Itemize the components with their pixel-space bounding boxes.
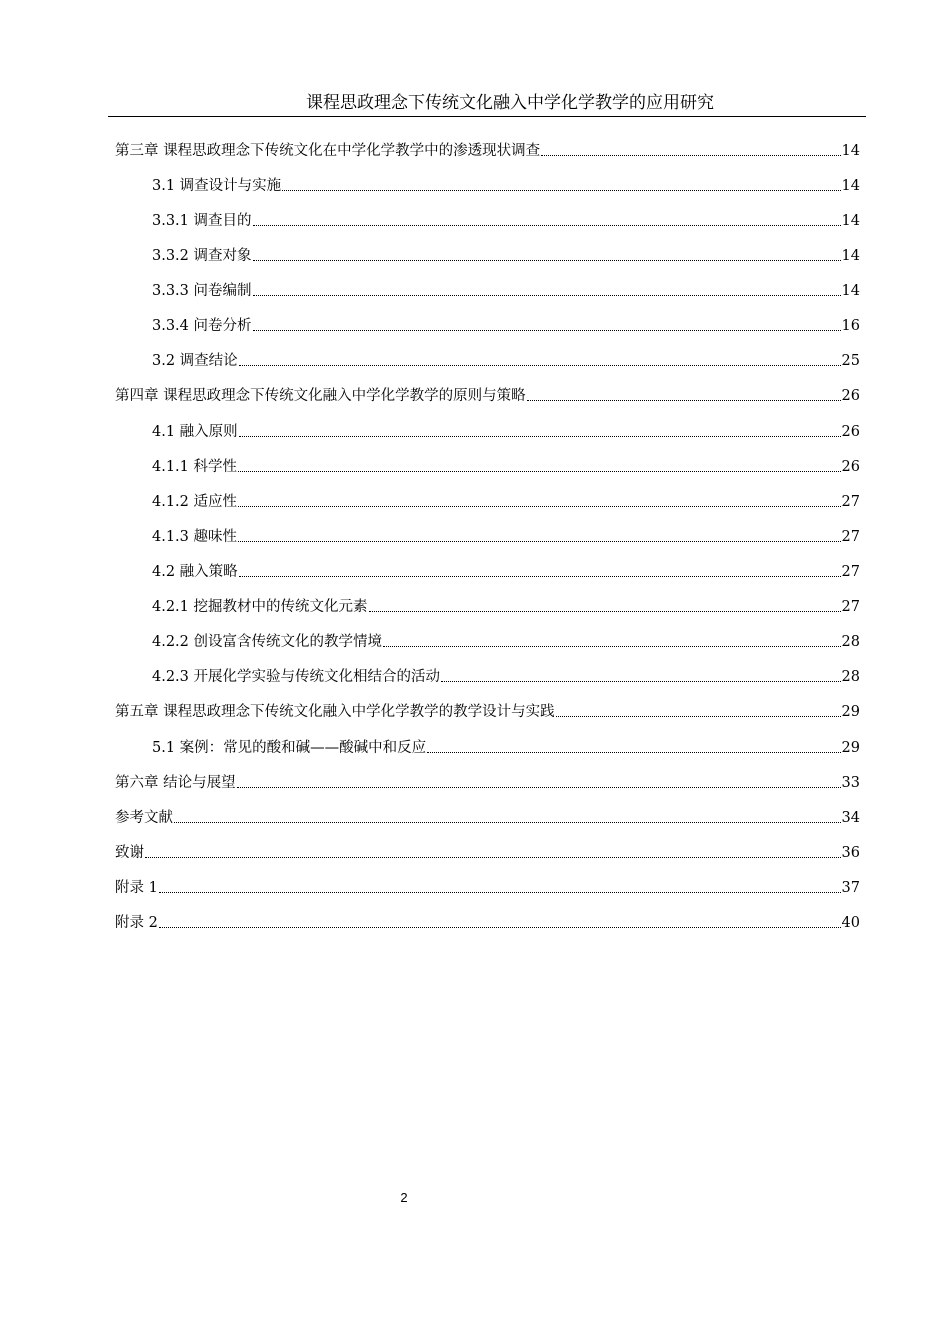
toc-entry-label: 4.2 融入策略 bbox=[152, 564, 238, 580]
toc-entry-page: 37 bbox=[841, 880, 860, 896]
dot-leader bbox=[253, 225, 841, 226]
toc-entry-label: 附录 2 bbox=[115, 915, 158, 931]
toc-entry-page: 14 bbox=[841, 213, 860, 229]
toc-entry-page: 14 bbox=[841, 178, 860, 194]
toc-entry-4-1-3[interactable] bbox=[152, 524, 860, 546]
dot-leader bbox=[238, 541, 841, 542]
dot-leader bbox=[427, 752, 840, 753]
dot-leader bbox=[369, 611, 841, 612]
toc-entry-page: 29 bbox=[841, 704, 860, 720]
toc-entry-page: 25 bbox=[841, 353, 860, 369]
toc-entry-page: 26 bbox=[841, 459, 860, 475]
toc-entry-3-3-4[interactable] bbox=[152, 313, 860, 335]
toc-entry-page: 16 bbox=[841, 318, 860, 334]
toc-entry-label: 4.1.2 适应性 bbox=[152, 494, 238, 510]
dot-leader bbox=[159, 927, 841, 928]
toc-entry-label: 3.3.3 问卷编制 bbox=[152, 283, 252, 299]
toc-entry-4-2[interactable] bbox=[152, 559, 860, 581]
toc-entry-label: 3.3.1 调查目的 bbox=[152, 213, 252, 229]
toc-entry-label: 5.1 案例：常见的酸和碱——酸碱中和反应 bbox=[152, 740, 427, 756]
toc-entry-page: 40 bbox=[841, 915, 860, 931]
toc-entry-4-1[interactable] bbox=[152, 419, 860, 441]
toc-entry-4-2-1[interactable] bbox=[152, 594, 860, 616]
toc-entry-page: 28 bbox=[841, 669, 860, 685]
toc-entry-label: 4.1.1 科学性 bbox=[152, 459, 238, 475]
dot-leader bbox=[383, 646, 841, 647]
toc-entry-4-2-2[interactable] bbox=[152, 629, 860, 651]
dot-leader bbox=[159, 892, 841, 893]
toc-entry-label: 3.1 调查设计与实施 bbox=[152, 178, 282, 194]
dot-leader bbox=[238, 506, 841, 507]
toc-entry-chapter-4[interactable] bbox=[115, 383, 860, 405]
toc-entry-page: 27 bbox=[841, 529, 860, 545]
dot-leader bbox=[527, 400, 841, 401]
toc-entry-label: 4.1 融入原则 bbox=[152, 424, 238, 440]
toc-entry-label: 3.3.2 调查对象 bbox=[152, 248, 252, 264]
toc-entry-3-3-3[interactable] bbox=[152, 278, 860, 300]
toc-entry-page: 28 bbox=[841, 634, 860, 650]
dot-leader bbox=[239, 365, 841, 366]
toc-entry-label: 4.2.3 开展化学实验与传统文化相结合的活动 bbox=[152, 669, 441, 685]
toc-entry-page: 26 bbox=[841, 424, 860, 440]
dot-leader bbox=[253, 295, 841, 296]
toc-entry-page: 27 bbox=[841, 494, 860, 510]
toc-entry-4-1-1[interactable] bbox=[152, 454, 860, 476]
toc-entry-page: 14 bbox=[841, 143, 860, 159]
dot-leader bbox=[253, 330, 841, 331]
toc-entry-page: 26 bbox=[841, 388, 860, 404]
toc-entry-3-2[interactable] bbox=[152, 348, 860, 370]
toc-entry-label: 第六章 结论与展望 bbox=[115, 775, 236, 791]
toc-entry-label: 第四章 课程思政理念下传统文化融入中学化学教学的原则与策略 bbox=[115, 388, 526, 404]
dot-leader bbox=[239, 436, 841, 437]
toc-entry-3-3-2[interactable] bbox=[152, 243, 860, 265]
dot-leader bbox=[174, 822, 841, 823]
dot-leader bbox=[145, 857, 841, 858]
toc-entry-chapter-3[interactable] bbox=[115, 138, 860, 160]
page-number: 2 bbox=[400, 1190, 408, 1205]
toc-entry-chapter-5[interactable] bbox=[115, 699, 860, 721]
document-title: 课程思政理念下传统文化融入中学化学教学的应用研究 bbox=[306, 93, 714, 113]
dot-leader bbox=[237, 787, 841, 788]
toc-entry-chapter-6[interactable] bbox=[115, 770, 860, 792]
toc-entry-page: 29 bbox=[841, 740, 860, 756]
toc-entry-page: 14 bbox=[841, 248, 860, 264]
toc-entry-references[interactable] bbox=[115, 805, 860, 827]
toc-entry-4-2-3[interactable] bbox=[152, 664, 860, 686]
running-header bbox=[108, 92, 866, 117]
toc-entry-5-1[interactable] bbox=[152, 735, 860, 757]
dot-leader bbox=[253, 260, 841, 261]
toc-entry-label: 第五章 课程思政理念下传统文化融入中学化学教学的教学设计与实践 bbox=[115, 704, 555, 720]
toc-entry-page: 34 bbox=[841, 810, 860, 826]
dot-leader bbox=[441, 681, 841, 682]
toc-entry-label: 附录 1 bbox=[115, 880, 158, 896]
toc-entry-page: 36 bbox=[841, 845, 860, 861]
toc-entry-label: 4.1.3 趣味性 bbox=[152, 529, 238, 545]
dot-leader bbox=[238, 471, 841, 472]
toc-entry-4-1-2[interactable] bbox=[152, 489, 860, 511]
toc-entry-label: 3.2 调查结论 bbox=[152, 353, 238, 369]
dot-leader bbox=[556, 716, 841, 717]
dot-leader bbox=[282, 190, 840, 191]
toc-entry-page: 27 bbox=[841, 564, 860, 580]
toc-entry-page: 33 bbox=[841, 775, 860, 791]
toc-entry-page: 14 bbox=[841, 283, 860, 299]
toc-entry-acknowledgements[interactable] bbox=[115, 840, 860, 862]
toc-entry-page: 27 bbox=[841, 599, 860, 615]
toc-entry-label: 第三章 课程思政理念下传统文化在中学化学教学中的渗透现状调查 bbox=[115, 143, 541, 159]
toc-entry-label: 参考文献 bbox=[115, 810, 173, 826]
dot-leader bbox=[541, 155, 840, 156]
dot-leader bbox=[239, 576, 841, 577]
toc-entry-label: 致谢 bbox=[115, 845, 144, 861]
toc-entry-label: 4.2.1 挖掘教材中的传统文化元素 bbox=[152, 599, 368, 615]
toc-entry-appendix-2[interactable] bbox=[115, 910, 860, 932]
toc-entry-3-1[interactable] bbox=[152, 173, 860, 195]
toc-entry-label: 3.3.4 问卷分析 bbox=[152, 318, 252, 334]
toc-entry-label: 4.2.2 创设富含传统文化的教学情境 bbox=[152, 634, 383, 650]
toc-entry-3-3-1[interactable] bbox=[152, 208, 860, 230]
toc-entry-appendix-1[interactable] bbox=[115, 875, 860, 897]
